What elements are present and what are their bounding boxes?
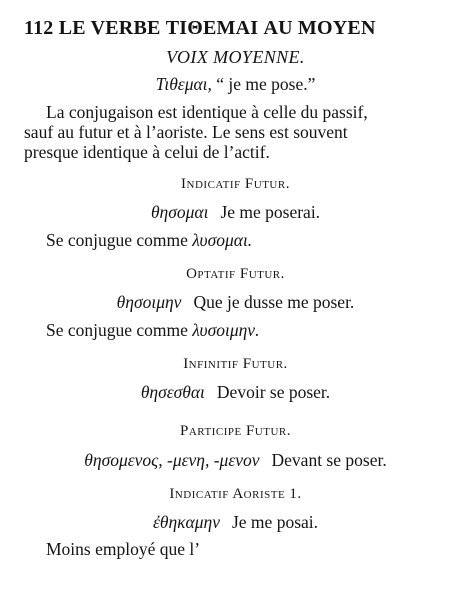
- form-meaning: Devoir se poser.: [216, 382, 331, 402]
- note-prefix: Moins employé que l’: [46, 539, 201, 559]
- note-greek: λυσοιμην.: [192, 320, 260, 340]
- greek-form: ἐθηκαμην: [152, 512, 220, 532]
- form-line-indicatif-aoriste: [0, 514, 471, 532]
- note-prefix: Se conjugue comme: [46, 230, 188, 250]
- section-heading-optatif-futur: Optatif Futur.: [186, 266, 285, 282]
- form-line-optatif-futur: [0, 294, 471, 312]
- section-heading-participe-futur: Participe Futur.: [180, 423, 291, 439]
- page-number: 112: [24, 17, 54, 39]
- example-french: “ je me pose.”: [216, 74, 316, 94]
- example-greek: Τιθεμαι,: [155, 74, 212, 94]
- note-prefix: Se conjugue comme: [46, 320, 188, 340]
- conjugation-note-indicatif-futur: [46, 232, 252, 250]
- intro-line-2: sauf au futur et à l’aoriste. Le sens est souvent: [24, 122, 348, 142]
- conjugation-note-indicatif-aoriste: [46, 541, 200, 559]
- form-line-infinitif-futur: [0, 384, 471, 402]
- section-heading-indicatif-futur: Indicatif Futur.: [181, 176, 290, 192]
- section-subtitle: VOIX MOYENNE.: [166, 47, 305, 67]
- greek-form: θησεσθαι: [140, 382, 205, 402]
- note-greek: λυσομαι.: [192, 230, 253, 250]
- greek-form: θησομαι: [150, 202, 209, 222]
- form-line-indicatif-futur: [0, 204, 471, 222]
- form-line-participe-futur: [0, 452, 471, 470]
- intro-line-1: La conjugaison est identique à celle du passif,: [46, 102, 368, 122]
- section-heading-infinitif-futur: Infinitif Futur.: [183, 356, 288, 372]
- greek-form: θησοιμην: [116, 292, 182, 312]
- greek-form: θησομενος, -μενη, -μενον: [84, 450, 260, 470]
- page-header: [24, 18, 376, 38]
- example-line: [0, 76, 471, 94]
- page-header-title: LE VERBE ΤΙΘΕΜΑΙ AU MOYEN: [58, 17, 376, 39]
- form-meaning: Devant se poser.: [271, 450, 387, 470]
- form-meaning: Que je dusse me poser.: [193, 292, 355, 312]
- intro-line-3: presque identique à celui de l’actif.: [24, 142, 270, 162]
- conjugation-note-optatif-futur: [46, 322, 259, 340]
- section-heading-indicatif-aoriste: Indicatif Aoriste 1.: [169, 486, 302, 502]
- form-meaning: Je me poserai.: [220, 202, 321, 222]
- form-meaning: Je me posai.: [231, 512, 319, 532]
